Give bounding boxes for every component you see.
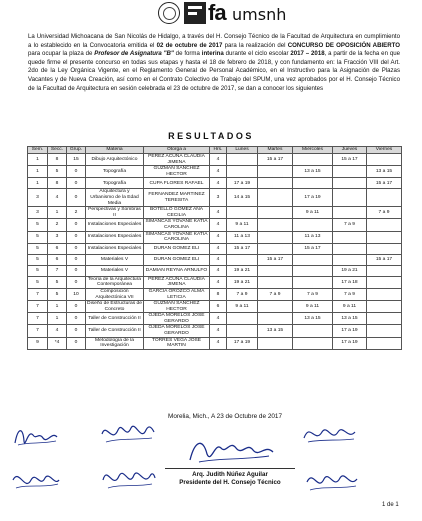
cell-hours: 4 [210, 337, 227, 349]
cell-group: 0 [67, 325, 86, 337]
cell-group: 0 [67, 276, 86, 288]
table-row [28, 254, 402, 265]
cell-hours: 4 [210, 313, 227, 325]
table-row [28, 166, 402, 178]
cell-friday: 15 a 17 [367, 178, 402, 189]
cell-section: 4 [48, 325, 67, 337]
cell-wednesday: 15 a 17 [293, 243, 333, 254]
cell-hours: 8 [210, 288, 227, 300]
cell-thursday: 17 a 19 [333, 337, 367, 349]
column-header: Lunes [227, 147, 258, 154]
cell-monday: 17 a 19 [227, 178, 258, 189]
cell-wednesday [293, 325, 333, 337]
cell-semester: 1 [28, 178, 48, 189]
cell-friday [367, 301, 402, 313]
cell-awarded-to: DURAN GOMEZ ELI [144, 243, 210, 254]
cell-subject: Materiales V [86, 254, 144, 265]
page-number: 1 de 1 [382, 502, 399, 508]
cell-group: 15 [67, 154, 86, 166]
intro-cycle: 2017 – 2018 [290, 50, 325, 58]
intro-paragraph [28, 33, 400, 93]
cell-semester: 7 [28, 301, 48, 313]
cell-awarded-to: OJEDA MORELOS JOSE GERARDO [144, 325, 210, 337]
intro-contest: CONCURSO DE OPOSICIÓN ABIERTO [287, 41, 400, 49]
cell-semester: 5 [28, 265, 48, 276]
cell-tuesday [258, 337, 293, 349]
cell-wednesday [293, 265, 333, 276]
cell-wednesday [293, 178, 333, 189]
cell-friday [367, 288, 402, 300]
cell-monday [227, 207, 258, 219]
cell-awarded-to: PEREZ ACUÑA CLAUDIA JIMENA [144, 276, 210, 288]
cell-hours: 6 [210, 301, 227, 313]
table-row [28, 276, 402, 288]
results-table [27, 146, 402, 350]
cell-wednesday [293, 154, 333, 166]
table-header-row [28, 147, 402, 154]
cell-group: 0 [67, 337, 86, 349]
cell-section: 2 [48, 219, 67, 231]
signature-left-3 [10, 466, 62, 496]
intro-text: La Universidad Michoacana de San Nicolás de Hidalgo, a través del H. Consejo Técnico de la Facultad de Arquitectura en cumplimiento a lo establecido en la Convocatoria emitida el [28, 33, 400, 49]
cell-section: 1 [48, 207, 67, 219]
column-header: Materia [86, 147, 144, 154]
cell-tuesday: 15 a 17 [258, 254, 293, 265]
intro-date: 02 de octubre de 2017 [156, 41, 223, 49]
cell-subject: Taller de Construcción II [86, 325, 144, 337]
column-header: Viernes [367, 147, 402, 154]
cell-hours: 4 [210, 219, 227, 231]
table-row [28, 243, 402, 254]
cell-monday: 9 a 11 [227, 219, 258, 231]
cell-wednesday [293, 219, 333, 231]
cell-section: 1 [48, 301, 67, 313]
faculty-logo-mark [184, 2, 206, 24]
intro-text: durante el ciclo escolar [223, 50, 291, 58]
cell-semester: 1 [28, 154, 48, 166]
table-row [28, 288, 402, 300]
cell-monday: 9 a 11 [227, 301, 258, 313]
column-header: Sem. [28, 147, 48, 154]
cell-awarded-to: OJEDA MORELOS JOSE GERARDO [144, 313, 210, 325]
cell-subject: Topografía [86, 178, 144, 189]
cell-semester: 1 [28, 166, 48, 178]
column-header: Secc. [48, 147, 67, 154]
cell-thursday: 17 a 18 [333, 276, 367, 288]
table-row [28, 219, 402, 231]
cell-section: 1 [48, 313, 67, 325]
cell-friday [367, 265, 402, 276]
signer-name: Arq. Judith Núñez Aguilar [192, 471, 268, 478]
cell-subject: Perspectivas y Sombras II [86, 207, 144, 219]
cell-monday [227, 313, 258, 325]
cell-semester: 7 [28, 313, 48, 325]
cell-monday: 11 a 13 [227, 231, 258, 243]
cell-subject: Instalaciones Especiales [86, 219, 144, 231]
cell-awarded-to: SIMANCAS YOVANE KATIA CAROLINA [144, 219, 210, 231]
cell-semester: 7 [28, 325, 48, 337]
cell-awarded-to: SIMANCAS YOVANE KATIA CAROLINA [144, 231, 210, 243]
cell-section: 5 [48, 166, 67, 178]
cell-hours: 4 [210, 243, 227, 254]
cell-wednesday: 9 a 11 [293, 301, 333, 313]
cell-monday: 7 a 9 [227, 288, 258, 300]
place-date: Morelia, Mich., A 23 de Octubre de 2017 [168, 413, 283, 420]
cell-thursday: 17 a 19 [333, 325, 367, 337]
cell-group: 2 [67, 207, 86, 219]
table-body [28, 154, 402, 350]
cell-awarded-to: PEREZ ACUÑA CLAUDIA JIMENA [144, 154, 210, 166]
table-row [28, 231, 402, 243]
cell-hours: 4 [210, 231, 227, 243]
cell-group: 0 [67, 301, 86, 313]
cell-thursday: 7 a 9 [333, 219, 367, 231]
cell-subject: Materiales V [86, 265, 144, 276]
column-header: Martes [258, 147, 293, 154]
cell-section: 7 [48, 265, 67, 276]
cell-semester: 3 [28, 207, 48, 219]
cell-subject: Arquitectura y Urbanismo de la Edad Media [86, 189, 144, 207]
table-row [28, 207, 402, 219]
cell-section: 6 [48, 243, 67, 254]
intro-text: para ocupar la plaza de [28, 50, 95, 58]
cell-monday [227, 166, 258, 178]
cell-friday: 13 a 15 [367, 166, 402, 178]
cell-section: 8 [48, 178, 67, 189]
cell-friday [367, 276, 402, 288]
cell-thursday: 19 a 21 [333, 265, 367, 276]
cell-thursday: 15 a 17 [333, 154, 367, 166]
cell-subject: Instalaciones Especiales [86, 243, 144, 254]
cell-awarded-to: CUPA FLORES RAFAEL [144, 178, 210, 189]
cell-semester: 5 [28, 243, 48, 254]
cell-awarded-to: GUZMAN SANCHEZ HECTOR [144, 166, 210, 178]
cell-section: 8 [48, 154, 67, 166]
cell-group: 0 [67, 166, 86, 178]
cell-tuesday [258, 313, 293, 325]
cell-group: 0 [67, 231, 86, 243]
cell-hours: 4 [210, 166, 227, 178]
cell-group: 0 [67, 254, 86, 265]
cell-subject: Taller de Construcción II [86, 313, 144, 325]
cell-section: *4 [48, 337, 67, 349]
cell-tuesday [258, 189, 293, 207]
cell-awarded-to: DAMIAN REYNA ARNULFO [144, 265, 210, 276]
cell-tuesday: 15 a 17 [258, 154, 293, 166]
cell-thursday [333, 178, 367, 189]
cell-hours: 4 [210, 276, 227, 288]
cell-friday [367, 154, 402, 166]
column-header: Otorga a [144, 147, 210, 154]
cell-friday [367, 189, 402, 207]
intro-position: Profesor de Asignatura "B" [94, 50, 174, 58]
cell-subject: Composición Arquitectónica VII [86, 288, 144, 300]
cell-tuesday: 7 a 9 [258, 288, 293, 300]
university-seal-logo [158, 2, 180, 24]
signer-role: Presidente del H. Consejo Técnico [179, 479, 281, 486]
cell-section: 4 [48, 189, 67, 207]
cell-subject: Metodología de la Investigación [86, 337, 144, 349]
cell-monday [227, 325, 258, 337]
column-header: Hrs. [210, 147, 227, 154]
cell-semester: 7 [28, 288, 48, 300]
cell-wednesday: 11 a 13 [293, 231, 333, 243]
cell-friday [367, 219, 402, 231]
signature-left-1 [12, 423, 60, 451]
cell-friday [367, 325, 402, 337]
column-header: Jueves [333, 147, 367, 154]
cell-wednesday: 9 a 11 [293, 207, 333, 219]
column-header: Grup. [67, 147, 86, 154]
cell-awarded-to: GARCIA OROZCO ALMA LETICIA [144, 288, 210, 300]
intro-interim: interina [201, 50, 224, 58]
cell-thursday [333, 166, 367, 178]
cell-semester: 5 [28, 219, 48, 231]
cell-subject: Instalaciones Especiales [86, 231, 144, 243]
cell-semester: 3 [28, 189, 48, 207]
cell-subject: Teoría de la Arquitectura Contemporánea [86, 276, 144, 288]
intro-text: para la realización del [222, 41, 288, 49]
cell-subject: Dibujo Arquitectónico [86, 154, 144, 166]
cell-thursday [333, 189, 367, 207]
cell-monday: 14 a 15 [227, 189, 258, 207]
signature-left-2 [98, 418, 156, 448]
cell-wednesday: 13 a 15 [293, 313, 333, 325]
cell-thursday [333, 231, 367, 243]
cell-wednesday [293, 337, 333, 349]
cell-tuesday [258, 231, 293, 243]
table-row [28, 154, 402, 166]
cell-thursday [333, 254, 367, 265]
results-title: RESULTADOS [168, 131, 254, 141]
cell-tuesday [258, 301, 293, 313]
cell-thursday: 9 a 11 [333, 301, 367, 313]
cell-monday [227, 154, 258, 166]
cell-hours: 4 [210, 254, 227, 265]
cell-friday [367, 231, 402, 243]
cell-wednesday [293, 276, 333, 288]
cell-awarded-to: DURAN GOMEZ ELI [144, 254, 210, 265]
cell-section: 5 [48, 288, 67, 300]
cell-section: 5 [48, 276, 67, 288]
column-header: Miércoles [293, 147, 333, 154]
cell-wednesday [293, 254, 333, 265]
intro-text: , a partir de la fecha en que quede firme el presente concurso en todas sus etapas y hasta el 18 de febrero de 2018, y con fundamento en: la Fracción VIII del Art. 2do de la Ley Orgánica Vigente, en el Reglamento General de Personal Académico, en el Instructivo para la Asignación de Plazas Vacantes y de Nueva Creación, así como en el Contrato Colectivo de Trabajo del SPUM, una vez aprobados por el H. Consejo Técnico de la Facultad de Arquitectura en sesión celebrada el 23 de octubre de 2017, se dan a conocer los siguientes [28, 50, 400, 92]
signature-right-2 [304, 466, 360, 496]
cell-wednesday: 7 a 9 [293, 288, 333, 300]
table-row [28, 178, 402, 189]
cell-thursday: 7 a 9 [333, 288, 367, 300]
cell-hours: 4 [210, 207, 227, 219]
cell-group: 0 [67, 313, 86, 325]
cell-awarded-to: GUZMAN SANCHEZ HECTOR [144, 301, 210, 313]
cell-semester: 9 [28, 337, 48, 349]
table-row [28, 301, 402, 313]
table-row [28, 189, 402, 207]
cell-monday: 19 a 21 [227, 276, 258, 288]
cell-semester: 5 [28, 254, 48, 265]
cell-monday: 19 a 21 [227, 265, 258, 276]
table-row [28, 337, 402, 349]
cell-awarded-to: TORRES VEGA JOSE MARTIN [144, 337, 210, 349]
cell-monday: 17 a 19 [227, 337, 258, 349]
cell-awarded-to: FERNANDEZ MARTINEZ TERESITA [144, 189, 210, 207]
cell-tuesday: 13 a 15 [258, 325, 293, 337]
cell-section: 3 [48, 231, 67, 243]
cell-hours: 4 [210, 178, 227, 189]
cell-hours: 4 [210, 265, 227, 276]
cell-tuesday [258, 178, 293, 189]
cell-subject: Diseño de Estructuras de Concreto [87, 301, 142, 312]
cell-group: 0 [67, 178, 86, 189]
cell-group: 0 [67, 189, 86, 207]
cell-tuesday [258, 166, 293, 178]
cell-monday: 15 a 17 [227, 243, 258, 254]
signature-line [165, 468, 295, 469]
cell-wednesday: 13 a 15 [293, 166, 333, 178]
cell-semester: 5 [28, 231, 48, 243]
cell-thursday: 13 a 15 [333, 313, 367, 325]
cell-friday [367, 313, 402, 325]
cell-tuesday [258, 243, 293, 254]
intro-text: de forma [173, 50, 202, 58]
cell-tuesday [258, 276, 293, 288]
table-row [28, 265, 402, 276]
cell-group: 0 [67, 219, 86, 231]
cell-awarded-to: BOTELLO GOMEZ ANA CECILIA [144, 207, 210, 219]
signature-block [165, 440, 295, 484]
cell-tuesday [258, 265, 293, 276]
cell-group: 0 [67, 243, 86, 254]
cell-tuesday [258, 219, 293, 231]
cell-friday [367, 243, 402, 254]
cell-thursday [333, 243, 367, 254]
cell-tuesday [258, 207, 293, 219]
cell-hours: 3 [210, 189, 227, 207]
cell-monday [227, 254, 258, 265]
table-row [28, 313, 402, 325]
faculty-logo-fa: fa [208, 0, 226, 25]
cell-hours: 4 [210, 325, 227, 337]
cell-friday: 15 a 17 [367, 254, 402, 265]
faculty-logo-umsnh: umsnh [232, 5, 287, 24]
cell-group: 10 [67, 288, 86, 300]
cell-section: 6 [48, 254, 67, 265]
cell-subject: Topografía [86, 166, 144, 178]
cell-wednesday: 17 a 19 [293, 189, 333, 207]
cell-thursday [333, 207, 367, 219]
signature-right-1 [300, 420, 358, 448]
table-row [28, 325, 402, 337]
cell-friday [367, 337, 402, 349]
cell-friday: 7 a 9 [367, 207, 402, 219]
cell-hours: 4 [210, 154, 227, 166]
letterhead [0, 0, 422, 30]
signature-left-4 [100, 462, 156, 494]
cell-semester: 5 [28, 276, 48, 288]
cell-group: 0 [67, 265, 86, 276]
